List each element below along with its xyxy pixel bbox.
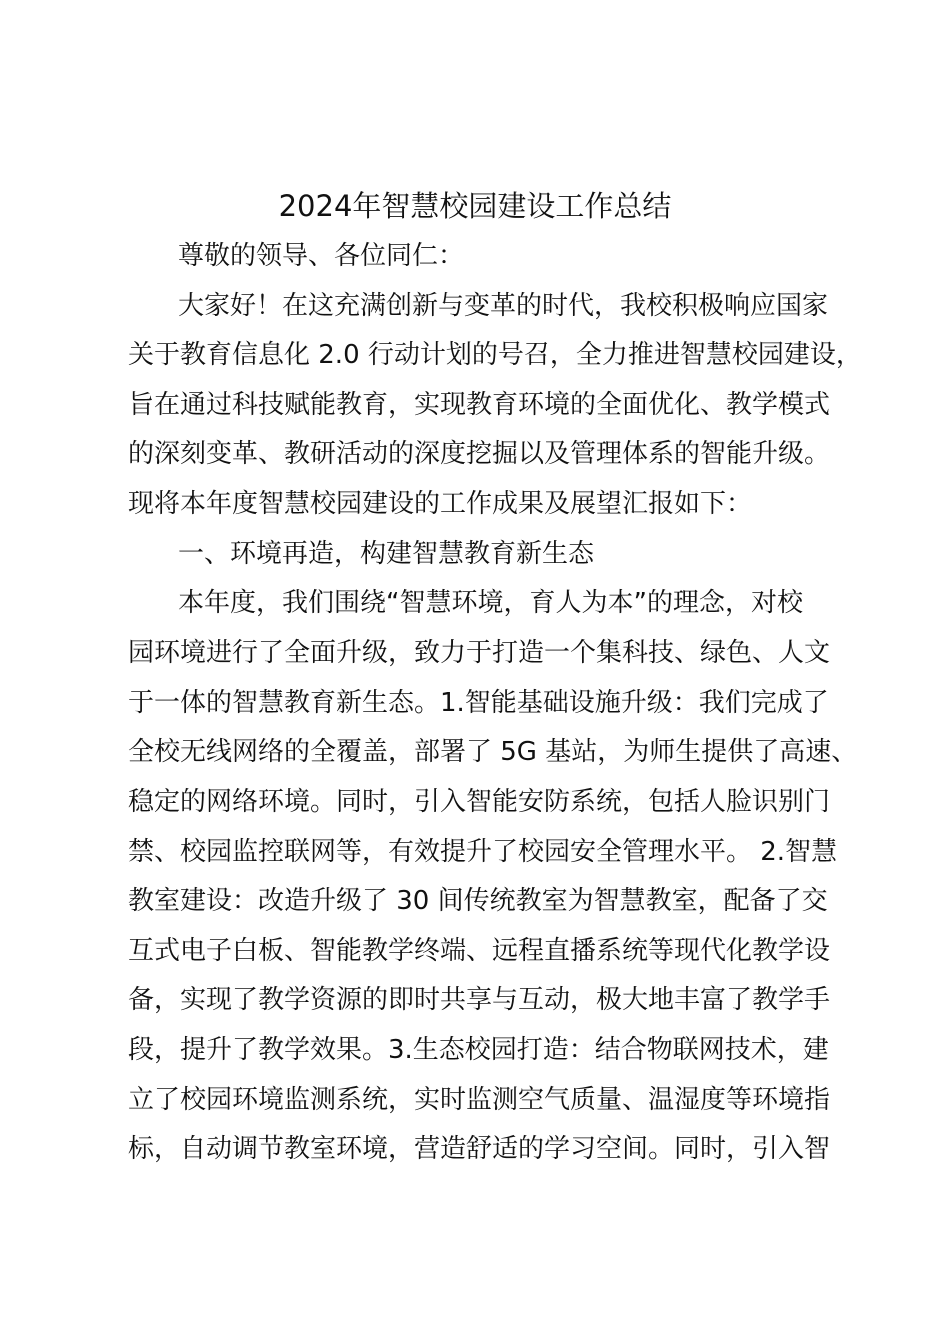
body-line: 大家好！在这充满创新与变革的时代，我校积极响应国家: [178, 291, 829, 321]
body-line: 现将本年度智慧校园建设的工作成果及展望汇报如下：: [128, 489, 753, 519]
body-line: 关于教育信息化 2.0 行动计划的号召，全力推进智慧校园建设，: [128, 340, 862, 370]
salutation: 尊敬的领导、各位同仁：: [178, 241, 465, 271]
body-line: 园环境进行了全面升级，致力于打造一个集科技、绿色、人文: [128, 638, 831, 668]
body-line: 全校无线网络的全覆盖，部署了 5G 基站，为师生提供了高速、: [128, 737, 858, 767]
body-line: 教室建设：改造升级了 30 间传统教室为智慧教室，配备了交: [128, 886, 828, 916]
body-line: 本年度，我们围绕“智慧环境，育人为本”的理念，对校: [178, 588, 803, 618]
body-line: 标，自动调节教室环境，营造舒适的学习空间。同时，引入智: [128, 1134, 831, 1164]
body-line: 段，提升了教学效果。3.生态校园打造：结合物联网技术，建: [128, 1035, 829, 1065]
body-line: 于一体的智慧教育新生态。1.智能基础设施升级：我们完成了: [128, 688, 829, 718]
body-line: 互式电子白板、智能教学终端、远程直播系统等现代化教学设: [128, 936, 831, 966]
body-line: 的深刻变革、教研活动的深度挖掘以及管理体系的智能升级。: [128, 439, 831, 469]
body-line: 稳定的网络环境。同时，引入智能安防系统，包括人脸识别门: [128, 787, 831, 817]
document-title: 2024年智慧校园建设工作总结: [278, 189, 672, 223]
section-heading: 一、环境再造，构建智慧教育新生态: [178, 539, 595, 569]
body-line: 旨在通过科技赋能教育，实现教育环境的全面优化、教学模式: [128, 390, 831, 420]
body-line: 禁、校园监控联网等，有效提升了校园安全管理水平。 2.智慧: [128, 837, 838, 867]
body-line: 备，实现了教学资源的即时共享与互动，极大地丰富了教学手: [128, 985, 831, 1015]
body-line: 立了校园环境监测系统，实时监测空气质量、温湿度等环境指: [128, 1085, 831, 1115]
